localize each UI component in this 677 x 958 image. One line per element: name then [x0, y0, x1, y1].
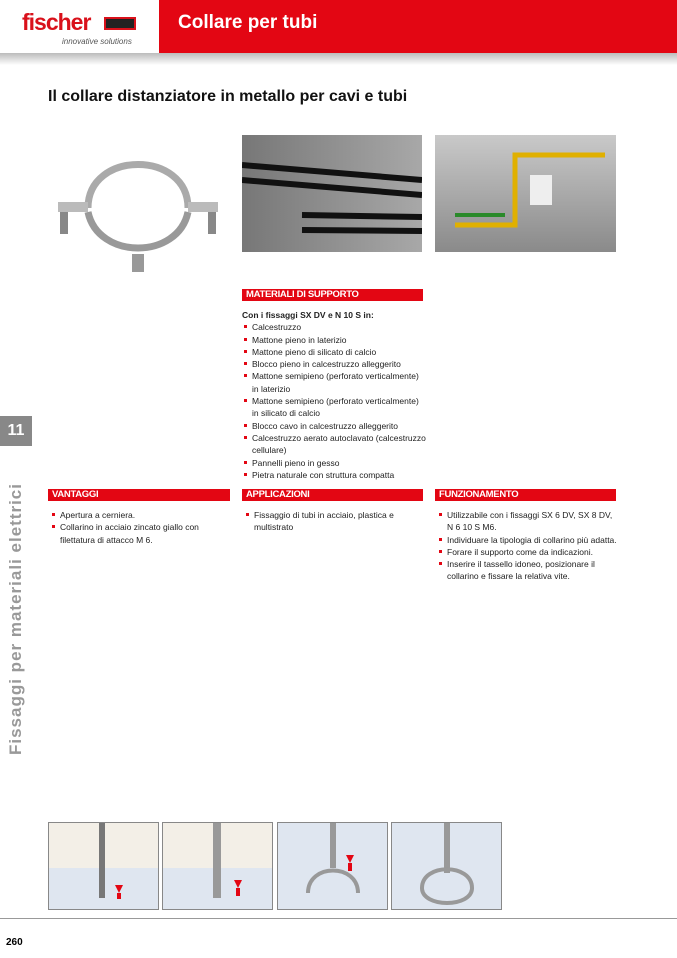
- brand-tagline: innovative solutions: [62, 37, 132, 46]
- list-item: Utilizzabile con i fissaggi SX 6 DV, SX 8 DV, N 6 10 S M6.: [437, 509, 617, 534]
- header-title: Collare per tubi: [178, 12, 318, 33]
- photo-pipes-installation: [242, 135, 422, 252]
- materiali-list: [242, 309, 427, 481]
- materiali-heading: MATERIALI DI SUPPORTO: [242, 289, 423, 301]
- list-item: Blocco pieno in calcestruzzo alleggerito: [242, 358, 427, 370]
- applicazioni-list: [244, 509, 424, 534]
- list-item: Mattone pieno in laterizio: [242, 334, 427, 346]
- list-item: Mattone semipieno (perforato verticalmente) in silicato di calcio: [242, 395, 427, 420]
- list-item: Forare il supporto come da indicazioni.: [437, 546, 617, 558]
- funzionamento-heading: FUNZIONAMENTO: [435, 489, 616, 501]
- brand-logo: fischer: [22, 9, 91, 35]
- step-3-clamp-image: [277, 822, 388, 910]
- page-title: Il collare distanziatore in metallo per cavi e tubi: [48, 88, 408, 105]
- step-4-fixed-image: [391, 822, 502, 910]
- list-item: Blocco cavo in calcestruzzo alleggerito: [242, 420, 427, 432]
- list-item: Pannelli pieno in gesso: [242, 457, 427, 469]
- vantaggi-list: [50, 509, 230, 546]
- list-item: Fissaggio di tubi in acciaio, plastica e multistrato: [244, 509, 424, 534]
- list-item: Individuare la tipologia di collarino più adatta.: [437, 534, 617, 546]
- step-1-drill-image: [48, 822, 159, 910]
- step-2-insert-image: [162, 822, 273, 910]
- header-shadow: [0, 53, 677, 65]
- photo-gas-pipes: [435, 135, 616, 252]
- list-item: Mattone pieno di silicato di calcio: [242, 346, 427, 358]
- chapter-tab: 11: [0, 416, 32, 446]
- list-item: Pietra naturale con struttura compatta: [242, 469, 427, 481]
- list-item: Apertura a cerniera.: [50, 509, 230, 521]
- logo-badge-icon: [104, 17, 136, 30]
- footer-divider: [0, 918, 677, 919]
- list-item: Inserire il tassello idoneo, posizionare il collarino e fissare la relativa vite.: [437, 558, 617, 583]
- list-item: Calcestruzzo: [242, 321, 427, 333]
- vantaggi-heading: VANTAGGI: [48, 489, 230, 501]
- list-item: Calcestruzzo aerato autoclavato (calcestruzzo cellulare): [242, 432, 427, 457]
- page-number: 260: [6, 937, 23, 948]
- materiali-intro: Con i fissaggi SX DV e N 10 S in:: [242, 310, 374, 320]
- list-item: Mattone semipieno (perforato verticalmente) in laterizio: [242, 370, 427, 395]
- funzionamento-list: [437, 509, 617, 583]
- applicazioni-heading: APPLICAZIONI: [242, 489, 423, 501]
- chapter-label: Fissaggi per materiali elettrici: [6, 483, 25, 755]
- product-image-clamp: [48, 150, 230, 275]
- list-item: Collarino in acciaio zincato giallo con filettatura di attacco M 6.: [50, 521, 230, 546]
